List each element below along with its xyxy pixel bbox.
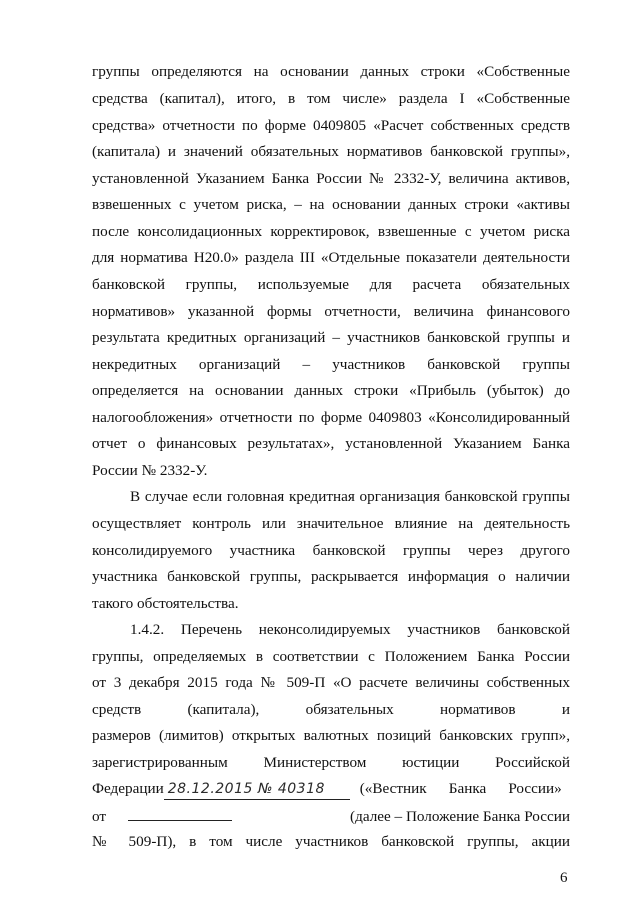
text-line: размеров (лимитов) открытых валютных позиций банковских групп», <box>92 727 570 744</box>
federation-line <box>92 779 570 800</box>
text-line: банковской группы, используемые для расчета обязательных <box>92 276 570 293</box>
federation-suffix: («Вестник Банка России» <box>359 780 562 797</box>
text-line: установленной Указанием Банка России № 2332-У, величина активов, <box>92 170 570 187</box>
text-line: № 509-П), в том числе участников банковской группы, акции <box>92 833 570 850</box>
text-line: результата кредитных организаций – участников банковской группы и <box>92 329 570 346</box>
text-line: отчет о финансовых результатах», установленной Указанием Банка <box>92 435 570 452</box>
blank-underline <box>128 806 232 821</box>
text-line: нормативов» указанной формы отчетности, величина финансового <box>92 303 570 320</box>
text-line: группы определяются на основании данных строки «Собственные <box>92 63 570 80</box>
ot-line <box>92 806 570 827</box>
text-line: от 3 декабря 2015 года № 509-П «О расчете величины собственных <box>92 674 570 691</box>
text-line: осуществляет контроль или значительное влияние на деятельность <box>92 515 570 532</box>
federation-prefix: Федерации <box>92 780 164 797</box>
text-line: для норматива Н20.0» раздела III «Отдельные показатели деятельности <box>92 249 570 266</box>
text-line: средств (капитала), обязательных нормативов и <box>92 701 570 718</box>
text-line: группы, определяемых в соответствии с Положением Банка России <box>92 648 570 665</box>
page-number: 6 <box>560 870 568 886</box>
text-line: России № 2332-У. <box>92 462 208 479</box>
text-line: после консолидационных корректировок, взвешенные с учетом риска <box>92 223 570 240</box>
text-line: средства» отчетности по форме 0409805 «Расчет собственных средств <box>92 117 570 134</box>
text-line: (капитала) и значений обязательных нормативов банковской группы», <box>92 143 570 160</box>
text-line: зарегистрированным Министерством юстиции Российской <box>92 754 570 771</box>
text-line: В случае если головная кредитная организация банковской группы <box>130 488 570 505</box>
text-line: некредитных организаций – участников банковской группы <box>92 356 570 373</box>
text-line: участника банковской группы, раскрывается информация о наличии <box>92 568 570 585</box>
text-line: средства (капитал), итого, в том числе» раздела I «Собственные <box>92 90 570 107</box>
text-line: 1.4.2. Перечень неконсолидируемых участников банковской <box>130 621 570 638</box>
text-line: взвешенных с учетом риска, – на основании данных строки «активы <box>92 196 570 213</box>
text-line: такого обстоятельства. <box>92 595 239 612</box>
handwritten-registration-date-number: 28.12.2015 № 40318 <box>164 779 350 800</box>
ot-prefix: от <box>92 808 107 825</box>
ot-suffix: (далее – Положение Банка России <box>350 808 570 825</box>
text-line: налогообложения» отчетности по форме 0409803 «Консолидированный <box>92 409 570 426</box>
text-line: определяется на основании данных строки «Прибыль (убыток) до <box>92 382 570 399</box>
text-line: консолидируемого участника банковской группы через другого <box>92 542 570 559</box>
